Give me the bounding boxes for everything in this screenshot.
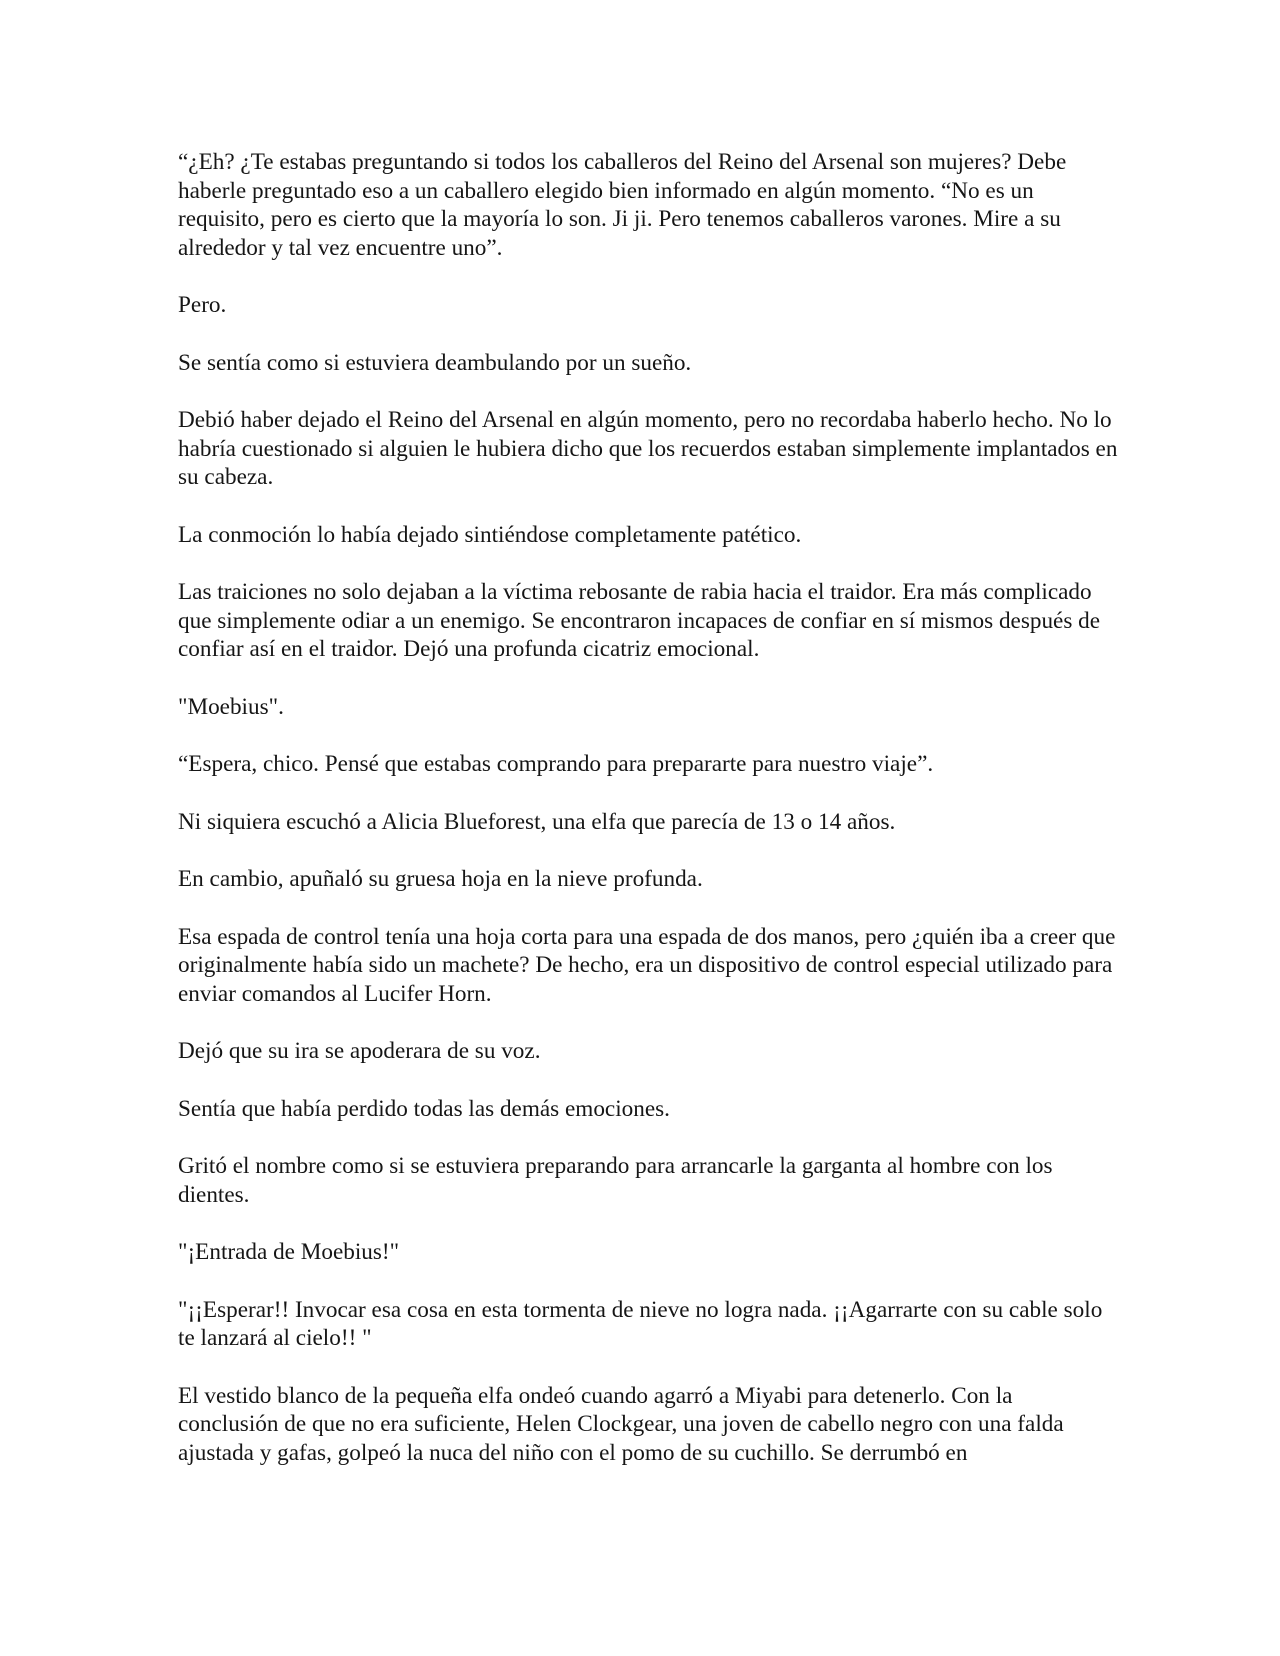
paragraph: Ni siquiera escuchó a Alicia Blueforest, una elfa que parecía de 13 o 14 años. bbox=[178, 808, 896, 835]
paragraph: "Moebius". bbox=[178, 693, 284, 720]
paragraph: Gritó el nombre como si se estuviera preparando para arrancarle la garganta al hombre con los dientes. bbox=[178, 1153, 1053, 1208]
document-body bbox=[178, 148, 1118, 1467]
paragraph: "¡Entrada de Moebius!" bbox=[178, 1239, 400, 1265]
paragraph: “Espera, chico. Pensé que estabas comprando para prepararte para nuestro viaje”. bbox=[178, 751, 934, 777]
paragraph: La conmoción lo había dejado sintiéndose completamente patético. bbox=[178, 521, 802, 548]
paragraph: "¡¡Esperar!! Invocar esa cosa en esta tormenta de nieve no logra nada. ¡¡Agarrarte con su cable solo te lanzará al cielo!! " bbox=[178, 1296, 1103, 1351]
paragraph: Debió haber dejado el Reino del Arsenal en algún momento, pero no recordaba haberlo hecho. No lo habría cuestionado si alguien le hubiera dicho que los recuerdos estaban simplemente implantados en su cabeza. bbox=[178, 407, 1118, 490]
paragraph: Sentía que había perdido todas las demás emociones. bbox=[178, 1095, 670, 1122]
paragraph: Pero. bbox=[178, 292, 227, 318]
paragraph: En cambio, apuñaló su gruesa hoja en la nieve profunda. bbox=[178, 866, 703, 892]
paragraph: Se sentía como si estuviera deambulando por un sueño. bbox=[178, 349, 692, 376]
paragraph: Las traiciones no solo dejaban a la víctima rebosante de rabia hacia el traidor. Era más complicado que simplemente odiar a un enemigo. Se encontraron incapaces de confiar en sí mismos después de confiar así en el traidor. Dejó una profunda cicatriz emocional. bbox=[178, 579, 1101, 662]
paragraph: Dejó que su ira se apoderara de su voz. bbox=[178, 1038, 541, 1064]
paragraph: Esa espada de control tenía una hoja corta para una espada de dos manos, pero ¿quién iba a creer que originalmente había sido un machete? De hecho, era un dispositivo de control especial utilizado para enviar comandos al Lucifer Horn. bbox=[178, 923, 1116, 1007]
paragraph: “¿Eh? ¿Te estabas preguntando si todos los caballeros del Reino del Arsenal son mujeres? Debe haberle preguntado eso a un caballero elegido bien informado en algún momento. “No es un requisito, pero es cierto que la mayoría lo son. Ji ji. Pero tenemos caballeros varones. Mire a su alrededor y tal vez encuentre uno”. bbox=[178, 149, 1067, 261]
paragraph: El vestido blanco de la pequeña elfa ondeó cuando agarró a Miyabi para detenerlo. Con la conclusión de que no era suficiente, Helen Clockgear, una joven de cabello negro con una falda ajustada y gafas, golpeó la nuca del niño con el pomo de su cuchillo. Se derrumbó en bbox=[178, 1382, 1064, 1466]
